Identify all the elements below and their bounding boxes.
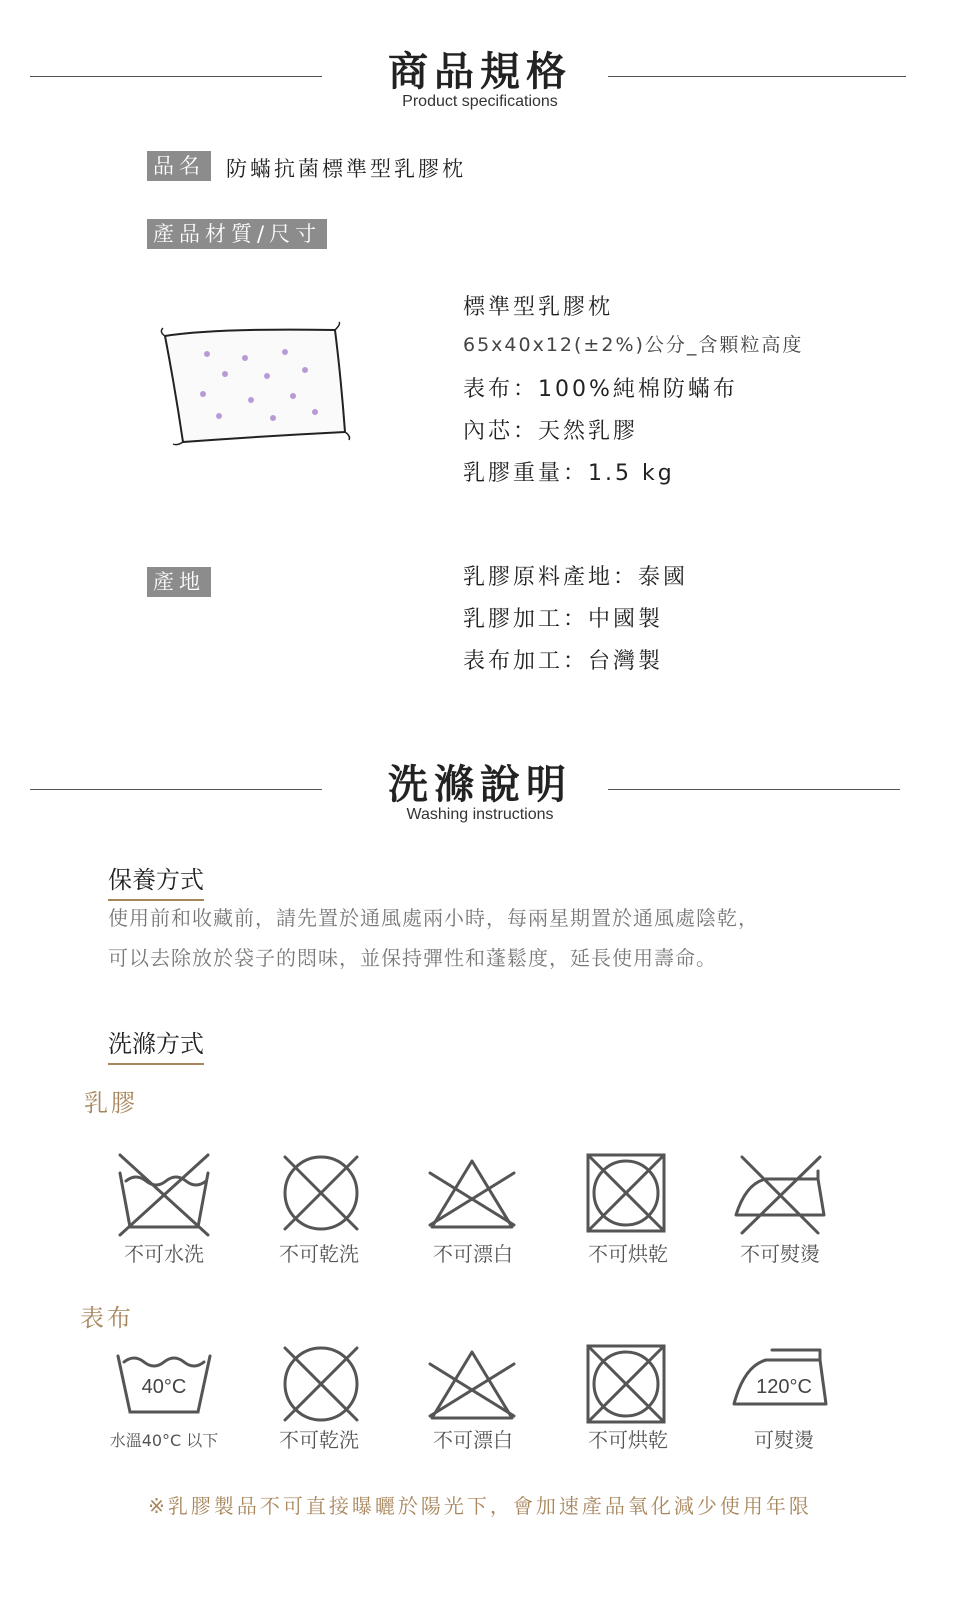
no-tumble-dry-label: 不可烘乾 <box>588 1242 668 1266</box>
latex-weight: 乳膠重量：1.5 kg <box>463 461 675 486</box>
wash-title: 洗滌說明 <box>388 762 572 808</box>
no-tumble-dry-icon <box>578 1145 674 1241</box>
no-dry-clean-icon <box>273 1336 369 1432</box>
no-dry-clean-label: 不可乾洗 <box>279 1242 359 1266</box>
no-iron-label: 不可熨燙 <box>740 1242 820 1266</box>
no-wash-icon <box>116 1145 212 1241</box>
wash-40-label: 水溫40°C 以下 <box>109 1431 219 1450</box>
origin-tag: 產地 <box>147 567 211 597</box>
material-product: 標準型乳膠枕 <box>463 295 614 320</box>
care-heading: 保養方式 <box>108 860 204 901</box>
wash-subtitle: Washing instructions <box>406 806 554 823</box>
material-tag: 產品材質/尺寸 <box>147 219 327 249</box>
material-size: 65x40x12(±2%)公分_含顆粒高度 <box>463 334 804 356</box>
latex-label: 乳膠 <box>84 1089 138 1117</box>
no-dry-clean-icon <box>273 1145 369 1241</box>
spec-subtitle: Product specifications <box>402 93 558 110</box>
no-bleach-label: 不可漂白 <box>433 1242 513 1266</box>
care-line-1: 使用前和收藏前，請先置於通風處兩小時，每兩星期置於通風處陰乾， <box>108 906 759 930</box>
spec-title: 商品規格 <box>388 49 572 95</box>
wash-40-temp: 40°C <box>141 1376 187 1398</box>
name-tag: 品名 <box>147 151 211 181</box>
cover-label: 表布 <box>80 1304 134 1332</box>
no-tumble-dry-icon <box>578 1336 674 1432</box>
origin-cover: 表布加工：台灣製 <box>463 649 664 674</box>
wash-heading: 洗滌方式 <box>108 1024 204 1065</box>
origin-processing: 乳膠加工：中國製 <box>463 607 664 632</box>
material-core: 內芯：天然乳膠 <box>463 419 639 444</box>
product-name: 防蟎抗菌標準型乳膠枕 <box>226 157 466 181</box>
no-bleach-icon <box>424 1145 520 1241</box>
care-line-2: 可以去除放於袋子的悶味，並保持彈性和蓬鬆度，延長使用壽命。 <box>108 946 717 970</box>
iron-ok-label: 可熨燙 <box>754 1428 814 1452</box>
sunlight-warning: ※乳膠製品不可直接曝曬於陽光下，會加速產品氧化減少使用年限 <box>148 1494 812 1518</box>
no-bleach-icon <box>424 1336 520 1432</box>
origin-raw: 乳膠原料產地：泰國 <box>463 565 689 590</box>
no-dry-clean-label: 不可乾洗 <box>279 1428 359 1452</box>
no-iron-icon <box>732 1145 828 1241</box>
no-tumble-dry-label: 不可烘乾 <box>588 1428 668 1452</box>
no-bleach-label: 不可漂白 <box>433 1428 513 1452</box>
pillow-image <box>155 318 355 448</box>
material-cover: 表布：100%純棉防蟎布 <box>463 377 738 402</box>
iron-120-temp: 120°C <box>756 1376 812 1398</box>
no-wash-label: 不可水洗 <box>124 1242 204 1266</box>
